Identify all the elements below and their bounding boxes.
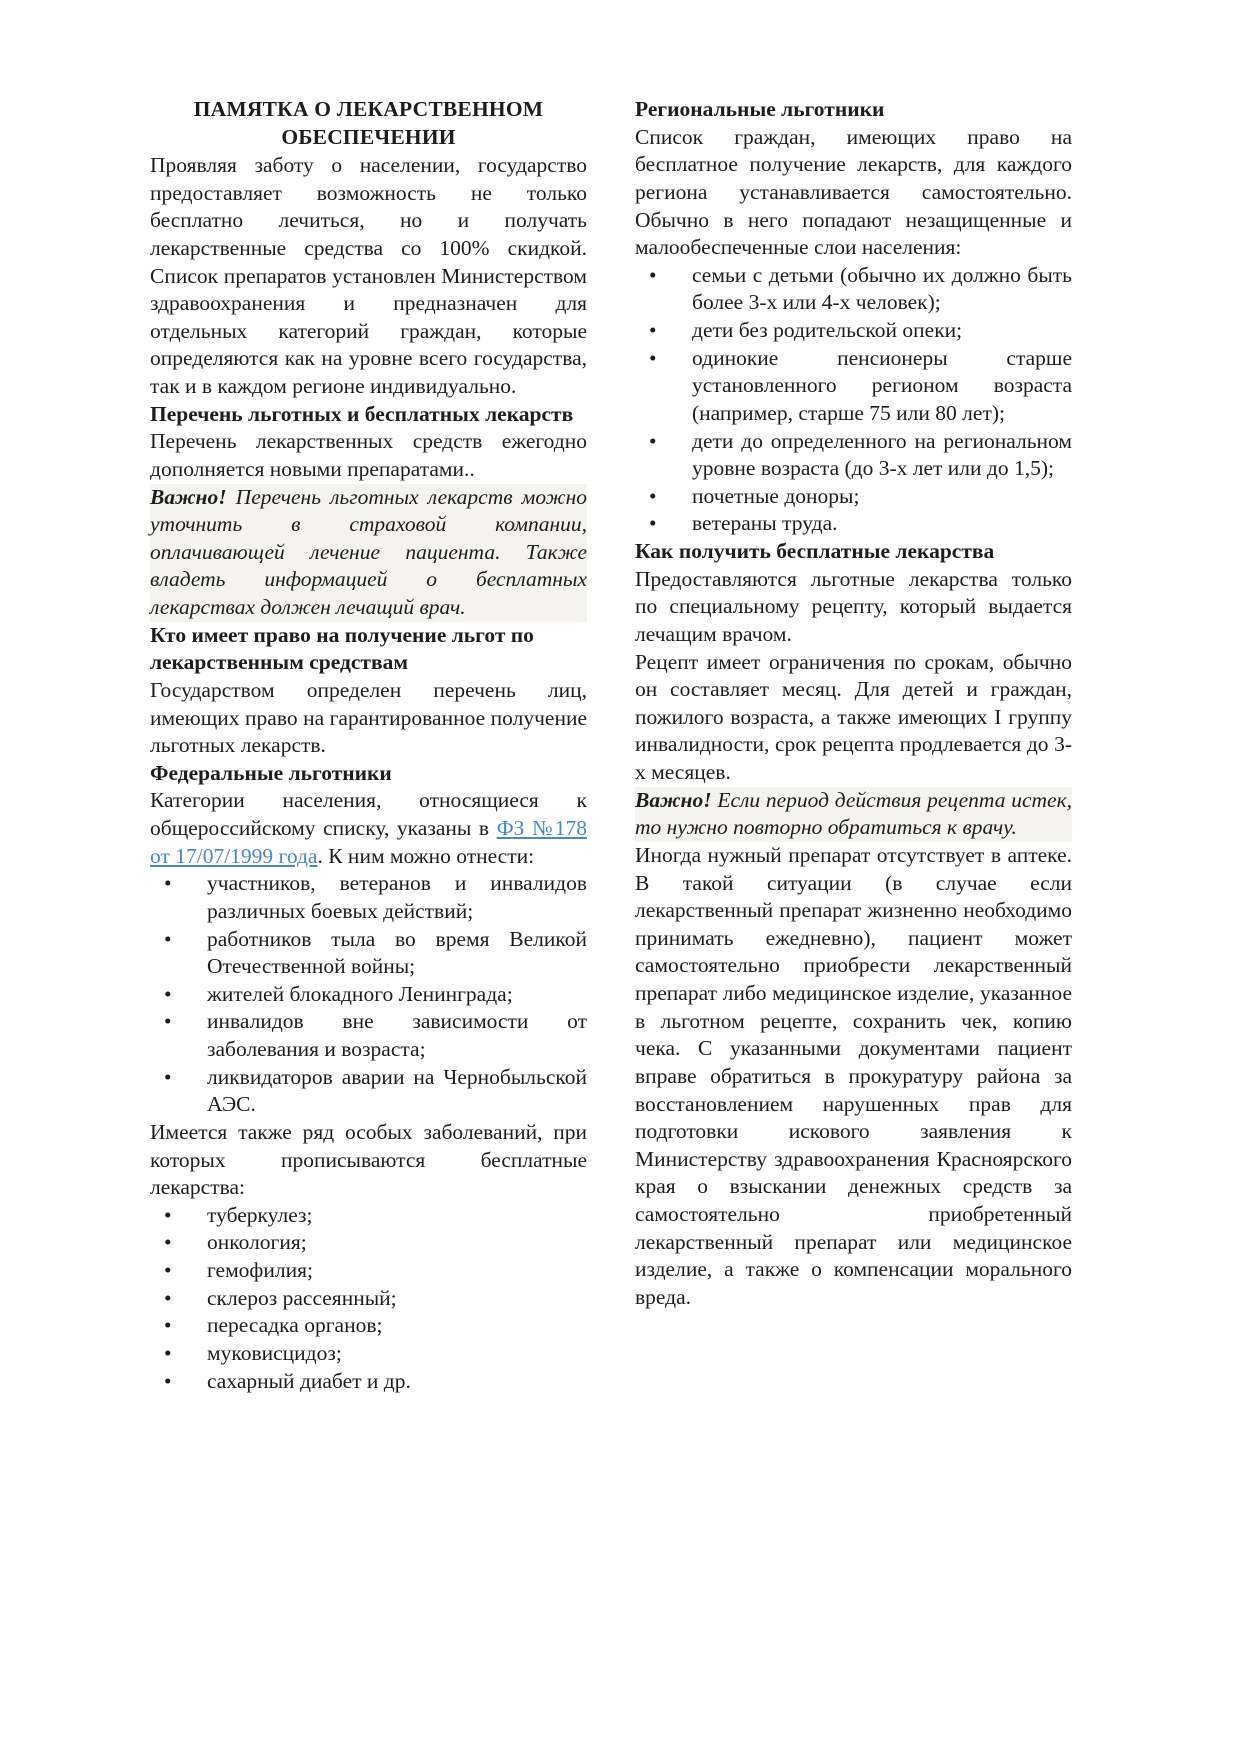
heading-who-has-rights: Кто имеет право на получение льгот по лекарственным средствам — [150, 622, 534, 675]
important-note-left — [150, 484, 587, 622]
right-column — [635, 96, 1072, 1312]
list-item: • одинокие пенсионеры старше установленного регионом возраста (например, старше 75 или 80 лет); — [635, 345, 1072, 428]
list-item: • дети до определенного на региональном уровне возраста (до 3-х лет или до 1,5); — [635, 428, 1072, 483]
prescription-terms-paragraph: Рецепт имеет ограничения по срокам, обычно он составляет месяц. Для детей и граждан, пожилого возраста, а также имеющих I группу инвалидности, срок рецепта продлевается до 3-х месяцев. — [635, 649, 1072, 784]
list-item: • гемофилия; — [150, 1257, 587, 1285]
federal-intro-before-link: Категории населения, относящиеся к общероссийскому списку, указаны в — [150, 788, 587, 841]
important-label-right: Важно! — [635, 787, 712, 812]
list-item: • дети без родительской опеки; — [635, 317, 1072, 345]
list-item: • ветераны труда. — [635, 510, 1072, 538]
heading-how-to-get-medicines: Как получить бесплатные лекарства — [635, 539, 995, 563]
heading-federal-beneficiaries: Федеральные льготники — [150, 760, 392, 785]
diseases-intro-paragraph: Имеется также ряд особых заболеваний, при которых прописываются бесплатные лекарства: — [150, 1119, 587, 1200]
federal-law-link[interactable]: ФЗ №178 от 17/07/1999 года — [150, 816, 587, 868]
disease-bullet-list — [150, 1202, 587, 1395]
important-text-right: Если период действия рецепта истек, то нужно повторно обратиться к врачу. — [635, 787, 1072, 840]
two-column-layout — [150, 96, 1091, 1395]
list-item: • сахарный диабет и др. — [150, 1368, 587, 1396]
list-item: • жителей блокадного Ленинграда; — [150, 981, 587, 1009]
list-item: • инвалидов вне зависимости от заболевания и возраста; — [150, 1008, 587, 1063]
important-text-left: Перечень льготных лекарств можно уточнить в страховой компании, оплачивающей лечение пациента. Также владеть информацией о бесплатных лекарствах должен лечащий врач. — [150, 484, 587, 620]
important-label-left: Важно! — [150, 484, 227, 509]
intro-paragraph: Проявляя заботу о населении, государство предоставляет возможность не только бесплатно лечиться, но и получать лекарственные средства со 100% скидкой. Список препаратов установлен Министерством здравоохранения и предназначен для отдельных категорий граждан, которые определяются как на уровне всего государства, так и в каждом регионе индивидуально. — [150, 153, 587, 399]
list-item: • муковисцидоз; — [150, 1340, 587, 1368]
list-item: • почетные доноры; — [635, 483, 1072, 511]
regional-bullet-list — [635, 262, 1072, 538]
list-item: • участников, ветеранов и инвалидов различных боевых действий; — [150, 870, 587, 925]
list-item: • склероз рассеянный; — [150, 1285, 587, 1313]
heading-regional-beneficiaries: Региональные льготники — [635, 97, 885, 121]
page-title: ПАМЯТКА О ЛЕКАРСТВЕННОМ ОБЕСПЕЧЕНИИ — [193, 97, 544, 149]
list-intro-paragraph: Перечень лекарственных средств ежегодно дополняется новыми препаратами.. — [150, 429, 587, 481]
howto-paragraph: Предоставляются льготные лекарства только по специальному рецепту, который выдается лечащим врачом. — [635, 566, 1072, 646]
list-item: • ликвидаторов аварии на Чернобыльской АЭС. — [150, 1064, 587, 1119]
important-note-right — [635, 787, 1072, 842]
list-item: • семьи с детьми (обычно их должно быть более 3-х или 4-х человек); — [635, 262, 1072, 317]
list-item: • туберкулез; — [150, 1202, 587, 1230]
final-paragraph: Иногда нужный препарат отсутствует в аптеке. В такой ситуации (в случае если лекарственный препарат жизненно необходимо принимать ежедневно), пациент может самостоятельно приобрести лекарственный препарат либо медицинское изделие, указанное в льготном рецепте, сохранить чек, копию чека. С указанными документами пациент вправе обратиться в прокуратуру района за восстановлением нарушенных прав для подготовки искового заявления к Министерству здравоохранения Красноярского края о взыскании денежных средств за самостоятельно приобретенный лекарственный препарат или медицинское изделие, а также о компенсации морального вреда. — [635, 842, 1072, 1309]
list-item: • пересадка органов; — [150, 1312, 587, 1340]
regional-intro-paragraph: Список граждан, имеющих право на бесплатное получение лекарств, для каждого региона устанавливается самостоятельно. Обычно в него попадают незащищенные и малообеспеченные слои населения: — [635, 124, 1072, 260]
federal-intro-paragraph — [150, 787, 587, 870]
left-column — [150, 96, 587, 1395]
list-item: • работников тыла во время Великой Отечественной войны; — [150, 926, 587, 981]
federal-bullet-list — [150, 870, 587, 1119]
list-item: • онкология; — [150, 1229, 587, 1257]
federal-intro-after-link: . К ним можно отнести: — [317, 843, 535, 868]
heading-list-of-medicines: Перечень льготных и бесплатных лекарств — [150, 401, 574, 426]
rights-paragraph: Государством определен перечень лиц, имеющих право на гарантированное получение льготных лекарств. — [150, 677, 587, 758]
